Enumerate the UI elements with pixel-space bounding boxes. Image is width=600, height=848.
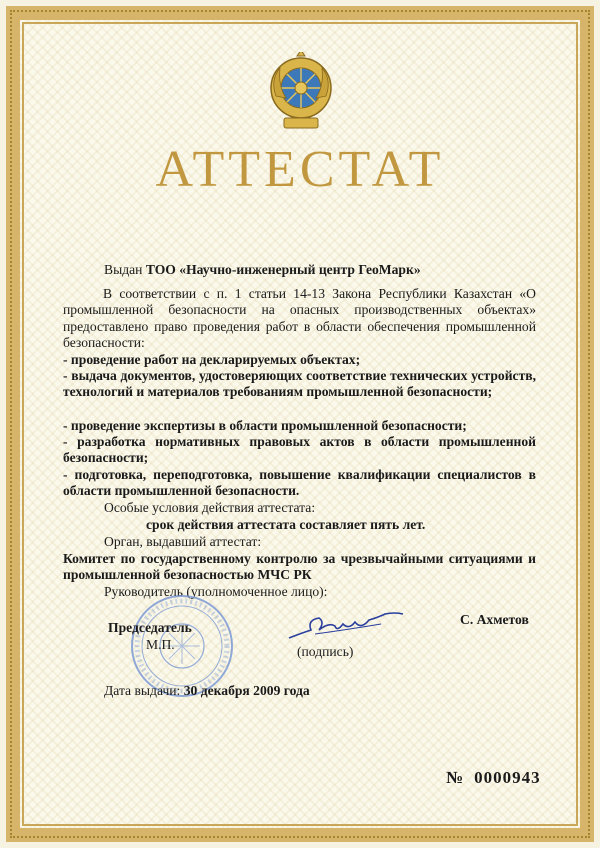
issue-date [104,683,310,699]
head-label: Руководитель (уполномоченное лицо): [104,584,328,599]
list-item: - подготовка, переподготовка, повышение квалификации специалистов в области промышленной безопасности. [63,467,536,499]
special-conditions-value: срок действия аттестата составляет пять лет. [146,517,426,532]
number-symbol: № [446,768,465,787]
list-item: - проведение экспертизы в области промышленной безопасности; [63,418,467,433]
signature-caption: (подпись) [297,644,354,659]
state-emblem-icon [268,52,334,134]
signer-name: С. Ахметов [460,612,529,627]
document-title: АТТЕСТАТ [155,141,445,198]
issued-line [104,262,421,278]
date-label: Дата выдачи: [104,683,181,698]
chairman-label: Председатель [108,620,192,635]
issued-prefix: Выдан [104,262,143,277]
date-value: 30 декабря 2009 года [183,683,310,698]
list-item: - разработка нормативных правовых актов в области промышленной безопасности; [63,434,536,466]
issuer-value: Комитет по государственному контролю за чрезвычайными ситуациями и промышленной безопасностью МЧС РК [63,551,536,583]
issued-to: ТОО «Научно-инженерный центр ГеоМарк» [145,262,421,277]
list-item: - выдача документов, удостоверяющих соответствие технических устройств, технологий и материалов требованиям промышленной безопасности; [63,368,536,400]
list-item: - проведение работ на декларируемых объектах; [63,352,361,367]
certificate-number [446,768,541,788]
issuer-label: Орган, выдавший аттестат: [104,534,262,549]
special-conditions-label: Особые условия действия аттестата: [104,500,316,515]
intro-paragraph: В соответствии с п. 1 статьи 14-13 Закона Республики Казахстан «О промышленной безопасности на опасных производственных объектах» предоставлено право проведения работ в области обеспечения промышленной безопасности: [63,286,536,351]
number-value: 0000943 [474,768,541,787]
mp-label: М.П. [146,637,175,652]
signature-icon [285,608,405,648]
